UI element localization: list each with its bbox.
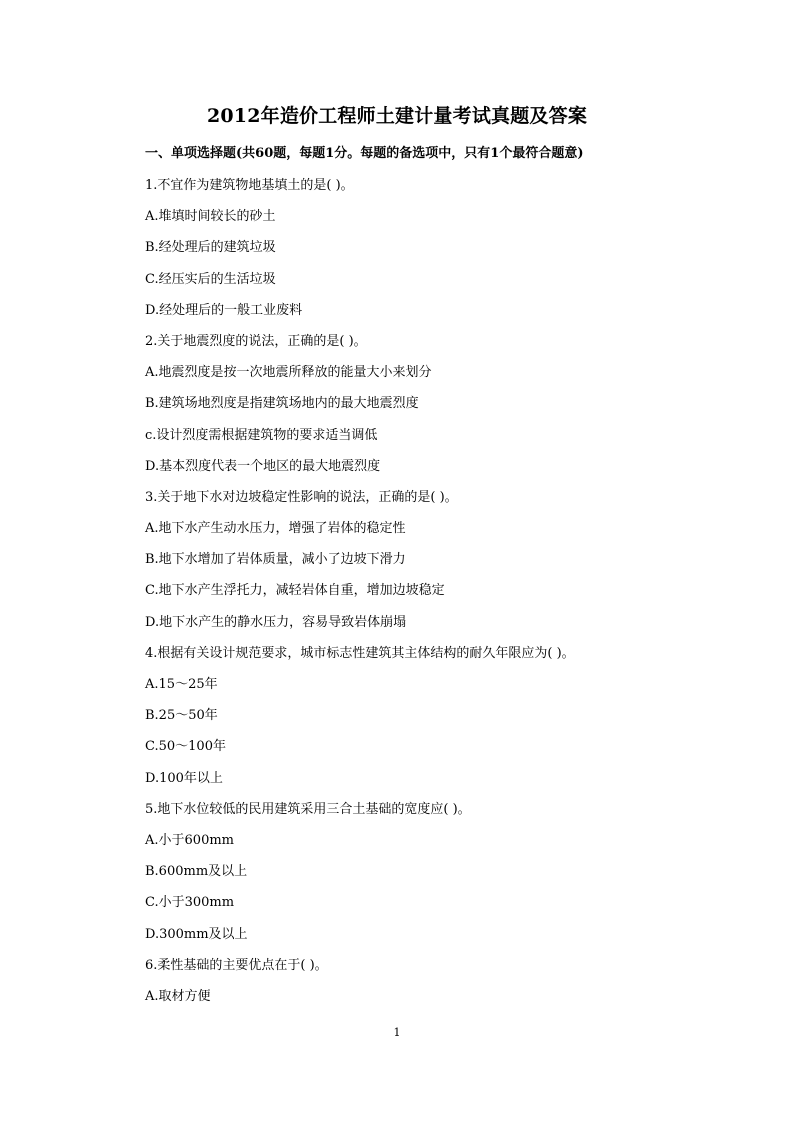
option-text: D.经处理后的一般工业废料 <box>145 302 303 318</box>
question-text: 2.关于地震烈度的说法，正确的是( )。 <box>145 333 367 349</box>
option-text: D.100年以上 <box>145 770 223 786</box>
document-title: 2012年造价工程师土建计量考试真题及答案 <box>206 105 588 127</box>
option-text: C.地下水产生浮托力，减轻岩体自重，增加边坡稳定 <box>145 583 445 599</box>
option-text: A.地下水产生动水压力，增强了岩体的稳定性 <box>145 521 406 537</box>
option-text: D.地下水产生的静水压力，容易导致岩体崩塌 <box>145 614 407 630</box>
option-text: B.600mm及以上 <box>145 864 248 880</box>
question-list <box>145 173 765 1015</box>
option-text: D.基本烈度代表一个地区的最大地震烈度 <box>145 458 381 474</box>
option-text: D.300mm及以上 <box>145 926 248 942</box>
option-text: B.25～50年 <box>145 708 218 724</box>
option-text: c.设计烈度需根据建筑物的要求适当调低 <box>145 427 378 443</box>
question-text: 6.柔性基础的主要优点在于( )。 <box>145 957 328 973</box>
option-text: B.建筑场地烈度是指建筑场地内的最大地震烈度 <box>145 396 419 412</box>
option-text: B.经处理后的建筑垃圾 <box>145 240 276 256</box>
option-text: C.50～100年 <box>145 739 226 755</box>
option-text: A.取材方便 <box>145 988 211 1004</box>
question-text: 5.地下水位较低的民用建筑采用三合土基础的宽度应( )。 <box>145 801 471 817</box>
page-number: 1 <box>393 1026 401 1039</box>
option-text: C.经压实后的生活垃圾 <box>145 271 276 287</box>
question-text: 1.不宜作为建筑物地基填土的是( )。 <box>145 178 354 193</box>
section-heading: 一、单项选择题(共60题，每题1分。每题的备选项中，只有1个最符合题意) <box>145 146 584 161</box>
question-text: 4.根据有关设计规范要求，城市标志性建筑其主体结构的耐久年限应为( )。 <box>145 645 575 661</box>
question-text: 3.关于地下水对边坡稳定性影响的说法，正确的是( )。 <box>145 489 458 505</box>
option-text: A.小于600mm <box>145 832 234 848</box>
option-text: B.地下水增加了岩体质量，减小了边坡下滑力 <box>145 552 406 568</box>
option-text: A.15～25年 <box>145 677 218 692</box>
option-text: A.堆填时间较长的砂土 <box>145 209 276 225</box>
option-text: A.地震烈度是按一次地震所释放的能量大小来划分 <box>145 365 432 381</box>
option-text: C.小于300mm <box>145 895 235 911</box>
